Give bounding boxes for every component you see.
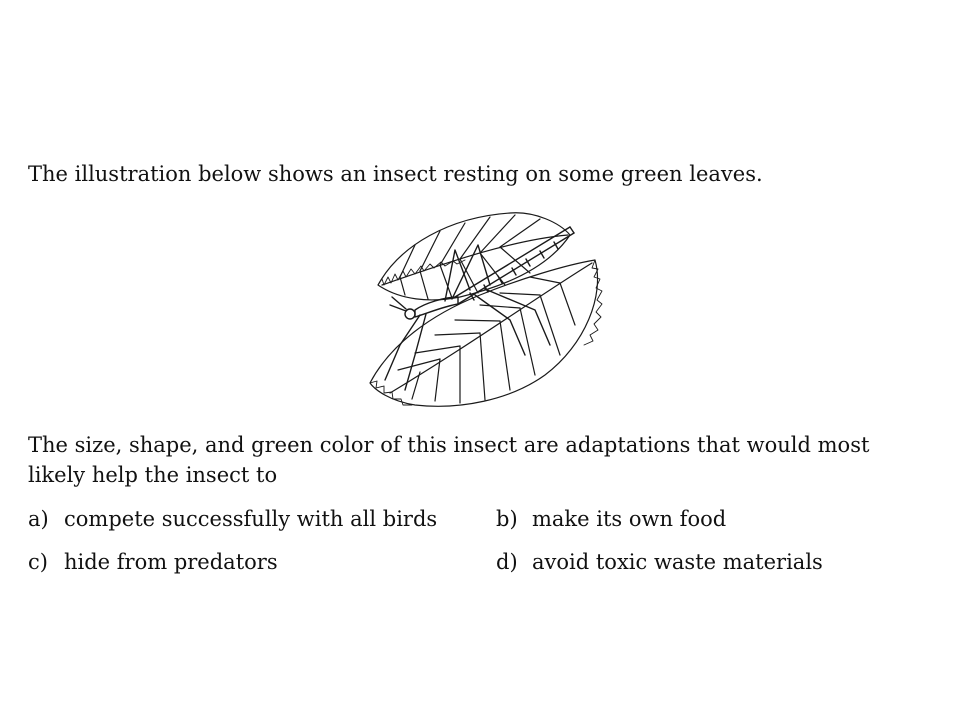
choice-c[interactable] <box>28 550 278 574</box>
stick-insect-on-leaves-icon <box>360 205 610 415</box>
choice-letter: b) <box>496 507 518 531</box>
choice-letter: a) <box>28 507 49 531</box>
choice-letter: c) <box>28 550 48 574</box>
choice-d[interactable] <box>496 550 823 574</box>
choice-b[interactable] <box>496 507 726 531</box>
question-text: The size, shape, and green color of this insect are adaptations that would most likely help the insect to <box>28 433 870 487</box>
choice-text: compete successfully with all birds <box>64 507 438 531</box>
choice-text: make its own food <box>532 507 727 531</box>
choice-text: hide from predators <box>64 550 278 574</box>
insect-illustration <box>360 205 610 415</box>
choice-letter: d) <box>496 550 518 574</box>
choice-a[interactable] <box>28 507 437 531</box>
choice-text: avoid toxic waste materials <box>532 550 823 574</box>
intro-text: The illustration below shows an insect resting on some green leaves. <box>28 162 763 186</box>
